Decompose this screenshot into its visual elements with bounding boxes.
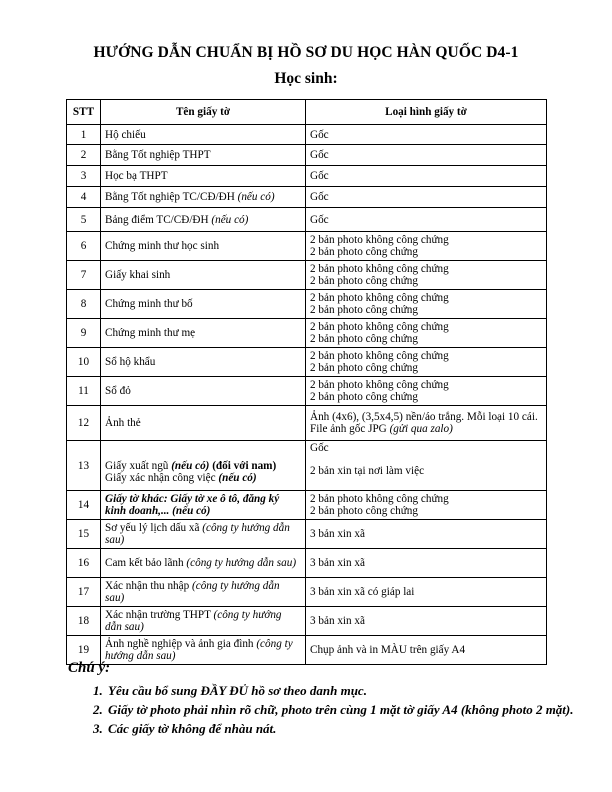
document-type: 3 bản xin xã: [306, 520, 547, 549]
row-number: 18: [67, 607, 101, 636]
table-row: [67, 441, 547, 491]
document-name: Bằng Tốt nghiệp THPT: [101, 145, 306, 166]
document-type: Gốc 2 bản xin tại nơi làm việc: [306, 441, 547, 491]
document-type: 3 bản xin xã: [306, 607, 547, 636]
notes-list: [70, 682, 586, 739]
document-name: Hộ chiếu: [101, 125, 306, 145]
row-number: 13: [67, 441, 101, 491]
document-name-note: (công ty hướng dẫn sau): [186, 557, 297, 569]
document-type: 2 bản photo không công chứng 2 bản photo công chứng: [306, 348, 547, 377]
table-row: [67, 166, 547, 187]
header-document-name: Tên giấy tờ: [101, 100, 306, 125]
row-number: 1: [67, 125, 101, 145]
row-number: 14: [67, 491, 101, 520]
row-number: 10: [67, 348, 101, 377]
document-type: Gốc: [306, 187, 547, 208]
document-type: 2 bản photo không công chứng 2 bản photo công chứng: [306, 319, 547, 348]
row-number: 17: [67, 578, 101, 607]
document-name-note: (công ty hướng dẫn sau): [105, 638, 293, 662]
row-number: 16: [67, 549, 101, 578]
document-name-note: (nếu có): [237, 191, 275, 203]
row-number: 4: [67, 187, 101, 208]
document-name: Xác nhận thu nhập (công ty hướng dẫn sau): [101, 578, 306, 607]
document-type-note: (gửi qua zalo): [389, 423, 453, 435]
table-row: [67, 319, 547, 348]
table-row: [67, 377, 547, 406]
document-name-note: (nếu có): [172, 505, 211, 517]
document-type: Gốc: [306, 208, 547, 232]
table-row: [67, 290, 547, 319]
document-name: Bảng điểm TC/CĐ/ĐH (nếu có): [101, 208, 306, 232]
document-type: Gốc: [306, 166, 547, 187]
table-row: [67, 491, 547, 520]
row-number: 7: [67, 261, 101, 290]
document-type: 3 bản xin xã: [306, 549, 547, 578]
row-number: 8: [67, 290, 101, 319]
document-name: Ảnh nghề nghiệp và ảnh gia đình (công ty hướng dẫn sau): [101, 636, 306, 665]
document-name: Sơ yếu lý lịch dấu xã (công ty hướng dẫn sau): [101, 520, 306, 549]
document-name: Giấy tờ khác: Giấy tờ xe ô tô, đăng ký kinh doanh,... (nếu có): [101, 491, 306, 520]
table-row: [67, 232, 547, 261]
document-name-note: (công ty hướng dẫn sau): [105, 609, 282, 633]
section-subtitle: Học sinh:: [274, 70, 338, 87]
document-name: Xác nhận trường THPT (công ty hướng dẫn sau): [101, 607, 306, 636]
table-row: [67, 261, 547, 290]
document-type: 2 bản photo không công chứng 2 bản photo công chứng: [306, 377, 547, 406]
header-document-type: Loại hình giấy tờ: [306, 100, 547, 125]
document-type: 2 bản photo không công chứng 2 bản photo công chứng: [306, 491, 547, 520]
document-name: Bằng Tốt nghiệp TC/CĐ/ĐH (nếu có): [101, 187, 306, 208]
documents-table: [66, 99, 547, 665]
document-type: 2 bản photo không công chứng 2 bản photo công chứng: [306, 232, 547, 261]
table-row: [67, 520, 547, 549]
document-name: Sổ hộ khẩu: [101, 348, 306, 377]
row-number: 6: [67, 232, 101, 261]
document-type: Gốc: [306, 145, 547, 166]
table-row: [67, 125, 547, 145]
document-type: 3 bản xin xã có giáp lai: [306, 578, 547, 607]
document-name: Giấy khai sinh: [101, 261, 306, 290]
table-row: [67, 636, 547, 665]
note-item: 2. Giấy tờ photo phải nhìn rõ chữ, photo trên cùng 1 mặt tờ giấy A4 (không photo 2 mặt).: [106, 701, 586, 718]
document-type: 2 bản photo không công chứng 2 bản photo công chứng: [306, 290, 547, 319]
table-header-row: [67, 100, 547, 125]
row-number: 12: [67, 406, 101, 441]
row-number: 2: [67, 145, 101, 166]
document-name: Cam kết bảo lãnh (công ty hướng dẫn sau): [101, 549, 306, 578]
table-row: [67, 406, 547, 441]
document-type: Gốc: [306, 125, 547, 145]
table-row: [67, 208, 547, 232]
document-type: Chụp ảnh và in MÀU trên giấy A4: [306, 636, 547, 665]
document-name: Chứng minh thư bố: [101, 290, 306, 319]
document-name: Sổ đỏ: [101, 377, 306, 406]
note-item: 3. Các giấy tờ không để nhàu nát.: [106, 720, 586, 737]
document-title: HƯỚNG DẪN CHUẨN BỊ HỒ SƠ DU HỌC HÀN QUỐC D4-1: [93, 44, 519, 61]
row-number: 19: [67, 636, 101, 665]
row-number: 11: [67, 377, 101, 406]
table-row: [67, 607, 547, 636]
row-number: 5: [67, 208, 101, 232]
document-name: Giấy xuất ngũ (nếu có) (đối với nam) Giấy xác nhận công việc (nếu có): [101, 441, 306, 491]
document-name-note: (nếu có): [211, 213, 249, 226]
table-row: [67, 549, 547, 578]
document-name-note: (công ty hướng dẫn sau): [105, 580, 280, 604]
table-row: [67, 578, 547, 607]
row-number: 9: [67, 319, 101, 348]
document-name: Chứng minh thư học sinh: [101, 232, 306, 261]
document-type: Ảnh (4x6), (3,5x4,5) nền/áo trắng. Mỗi loại 10 cái. File ảnh gốc JPG (gửi qua zalo): [306, 406, 547, 441]
notes-title: Chú ý:: [68, 660, 111, 676]
row-number: 3: [67, 166, 101, 187]
table-row: [67, 187, 547, 208]
document-name: Học bạ THPT: [101, 166, 306, 187]
table-row: [67, 145, 547, 166]
document-name: Ảnh thẻ: [101, 406, 306, 441]
table-row: [67, 348, 547, 377]
row-number: 15: [67, 520, 101, 549]
document-name-note: (công ty hướng dẫn sau): [105, 522, 290, 546]
header-stt: STT: [67, 100, 101, 125]
document-type: 2 bản photo không công chứng 2 bản photo công chứng: [306, 261, 547, 290]
note-item: 1. Yêu cầu bổ sung ĐẦY ĐỦ hồ sơ theo danh mục.: [106, 682, 586, 699]
document-name: Chứng minh thư mẹ: [101, 319, 306, 348]
